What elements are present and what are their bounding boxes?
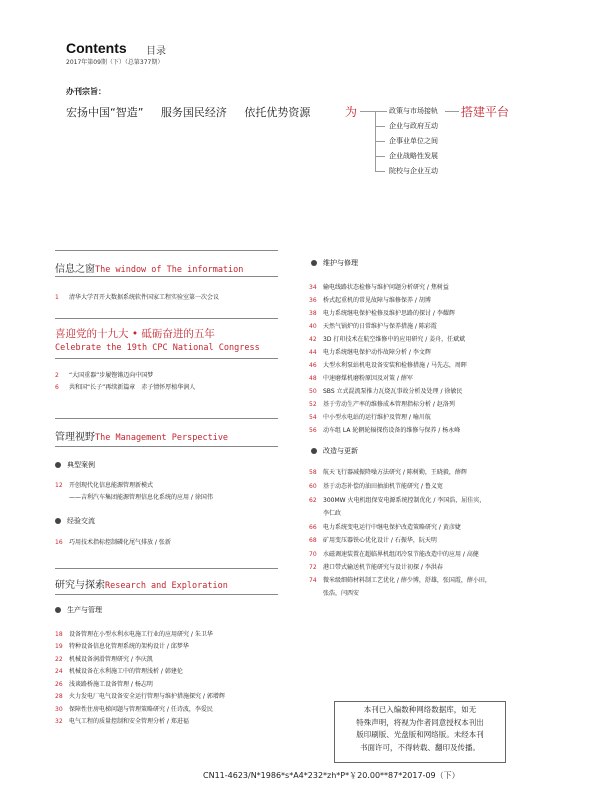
section-rule: [55, 358, 278, 359]
entry-title: 港口带式输送机节能研究与设计初探 / 李洪春: [323, 564, 443, 571]
entry-title: 输电线路状态检修与维护问题分析研究 / 焦树益: [323, 284, 449, 291]
toc-entry[interactable]: [309, 373, 413, 382]
toc-entry[interactable]: [309, 425, 460, 434]
entry-title: 大型水利泵站机电设备安装和检修措施 / 马先志，周晖: [323, 362, 467, 369]
subsection-heading: [55, 605, 102, 615]
goal-item: 企事业单位之间: [389, 137, 438, 145]
toc-entry[interactable]: [309, 347, 431, 356]
toc-entry[interactable]: [309, 467, 467, 476]
subsection-heading: [55, 516, 95, 526]
bracket-tick: [375, 171, 385, 172]
page-number: 24: [55, 668, 63, 675]
bracket-line: [360, 111, 387, 112]
toc-entry[interactable]: [309, 386, 462, 395]
page-number: 38: [309, 310, 317, 317]
toc-entry[interactable]: [55, 704, 213, 713]
entry-title: 火力发电厂电气设备安全运行管理与维护措施探究 / 郭增辉: [69, 693, 225, 700]
toc-entry[interactable]: [55, 654, 153, 663]
section-subtitle-congress: Celebrate the 19th CPC National Congress: [55, 343, 260, 353]
subsection-label: 维护与修理: [323, 259, 358, 267]
entry-title: 水磁调速装置在超临界机组闭冷泵节能改造中的应用 / 高健: [323, 551, 479, 558]
page-number: 34: [309, 284, 317, 291]
page-number: 66: [309, 524, 317, 531]
page-number: 40: [309, 323, 317, 330]
page-number: 70: [309, 551, 317, 558]
tenet-label: 办刊宗旨：: [66, 87, 106, 96]
page-number: 60: [309, 483, 317, 490]
tenet-highlight: 搭建平台: [461, 105, 510, 119]
toc-entry[interactable]: [55, 691, 225, 700]
toc-entry[interactable]: [309, 334, 465, 343]
toc-entry[interactable]: [55, 480, 153, 489]
section-title-congress: 喜迎党的十九大 • 砥砺奋进的五年: [55, 328, 215, 340]
subsection-label: 生产与管理: [67, 606, 102, 614]
page-number: 42: [309, 336, 317, 343]
toc-entry[interactable]: [55, 641, 189, 650]
notice-line: 特殊声明，将视为作者同意授权本刊出: [356, 717, 484, 727]
entry-title: 保障性住房电梯问题与管理策略研究 / 任诗波，李爱民: [69, 706, 213, 713]
page-number: 56: [309, 427, 317, 434]
entry-title: 设备管理在小型水利水电施工行业的应用研究 / 朱卫华: [69, 631, 213, 638]
section-rule: [55, 418, 278, 419]
section-rule: [55, 594, 278, 595]
toc-entry[interactable]: [309, 412, 431, 421]
page-number: 58: [309, 469, 317, 476]
page-number: 18: [55, 631, 63, 638]
page-number: 12: [55, 482, 63, 489]
toc-entry[interactable]: [309, 399, 455, 408]
toc-entry[interactable]: [309, 495, 485, 504]
entry-title: 中速磨煤机磨粉原因及对策 / 薛军: [323, 375, 413, 382]
tenet-phrase: 服务国民经济: [160, 106, 227, 119]
publication-code: CN11-4623/N*1986*s*A4*232*zh*P*￥20.00**87*2017-09（下）: [203, 771, 460, 780]
toc-entry[interactable]: [309, 549, 479, 558]
goal-item: 政策与市场接轨: [389, 107, 438, 115]
entry-title: 中小型水电站的运行维护及管理 / 喻川航: [323, 414, 431, 421]
bullet-dot-icon: [311, 260, 317, 266]
page-number: 44: [309, 349, 317, 356]
subsection-heading: [311, 258, 358, 268]
toc-entry[interactable]: [55, 370, 153, 379]
entry-title: 浅谈路桥施工设备管理 / 杨志明: [69, 681, 153, 688]
goal-item: 企业与政府互动: [389, 122, 438, 130]
contents-title: Contents: [66, 40, 127, 56]
toc-entry[interactable]: [309, 360, 467, 369]
page-number: 52: [309, 401, 317, 408]
toc-entry[interactable]: [309, 522, 461, 531]
section-title-research: [55, 576, 228, 591]
subsection-label: 典型案例: [67, 461, 95, 469]
page-number: 1: [55, 294, 59, 301]
toc-entry[interactable]: [55, 537, 171, 546]
bracket-tick: [375, 156, 385, 157]
page-number: 74: [309, 577, 317, 584]
section-rule: [55, 568, 278, 569]
tenet-wei: 为: [345, 105, 358, 119]
entry-title: SBS 立式混流泵推力瓦烧瓦事故分析及处理 / 徐敏民: [323, 388, 463, 395]
bullet-dot-icon: [55, 607, 61, 613]
section-title-info: [55, 260, 243, 275]
entry-title: 电气工程的质量控制和安全管理分析 / 郑进福: [69, 718, 189, 725]
issue-number: 2017年第09期（下）（总第377期）: [66, 59, 164, 66]
goal-item: 企业战略性发展: [389, 152, 438, 160]
entry-title: “大国重器”步履铿锵迈向中国梦: [69, 372, 154, 379]
subsection-heading: [55, 460, 95, 470]
page-number: 16: [55, 539, 63, 546]
bracket-tick: [375, 126, 385, 127]
section-title-cn: 研究与探索: [55, 580, 105, 591]
entry-title: 基于劳动生产率的维修成本管理指标分析 / 赵洛列: [323, 401, 455, 408]
page-number: 19: [55, 643, 63, 650]
page-number: 22: [55, 656, 63, 663]
section-title-en: The Management Perspective: [95, 433, 229, 443]
bracket-tick: [375, 141, 385, 142]
page-number: 46: [309, 362, 317, 369]
entry-title: 电力系统继电保护动作故障分析 / 李文辉: [323, 349, 431, 356]
tenet-phrases: [66, 104, 324, 120]
section-rule: [55, 276, 278, 277]
section-rule: [55, 446, 278, 447]
entry-title: 张浩，闫西安: [323, 590, 360, 597]
subsection-label: 改造与更新: [323, 447, 358, 455]
toc-entry-continued[interactable]: [309, 588, 359, 597]
bullet-dot-icon: [311, 448, 317, 454]
entry-title: 电力系统变电运行中继电保护改造策略研究 / 黄彦婕: [323, 524, 461, 531]
page-number: 28: [55, 693, 63, 700]
toc-entry[interactable]: [55, 382, 195, 391]
page-number: 54: [309, 414, 317, 421]
entry-title: 动车组 LA 轮辋轮辐探伤设备的维修与保养 / 杨永峰: [323, 427, 461, 434]
goal-item: 院校与企业互动: [389, 167, 438, 175]
page-number: 36: [309, 297, 317, 304]
entry-title: 微米级细筛材料制工艺优化 / 薛少博，舒雄，张国霞，薛小田，: [323, 577, 491, 584]
entry-title: 开创现代化信息能源管理新模式: [69, 482, 154, 489]
page-number: 68: [309, 537, 317, 544]
page-number: 26: [55, 681, 63, 688]
entry-title: ——吉利汽车集团能源管理信息化系统的应用 / 徐国伟: [69, 494, 213, 501]
toc-entry[interactable]: [309, 535, 437, 544]
entry-title: 基于动态补偿的油田抽油机节能研究 / 鲁义宽: [323, 483, 443, 490]
page-number: 72: [309, 564, 317, 571]
copyright-notice: [334, 701, 506, 763]
section-rule: [55, 318, 278, 319]
toc-entry[interactable]: [309, 295, 431, 304]
toc-entry[interactable]: [309, 321, 437, 330]
toc-entry[interactable]: [309, 562, 443, 571]
notice-line: 版印刷版、光盘版和网络版。未经本刊: [356, 730, 484, 739]
page-number: 50: [309, 388, 317, 395]
section-title-management: [55, 428, 228, 443]
toc-entry[interactable]: [55, 492, 213, 501]
section-rule: [55, 250, 278, 251]
entry-title: 天然气锅炉的日常维护与保养措施 / 陈彩霞: [323, 323, 437, 330]
toc-entry-continued[interactable]: [309, 508, 341, 517]
page-number: 2: [55, 372, 59, 379]
page-number: 30: [55, 706, 63, 713]
toc-entry[interactable]: [55, 716, 189, 725]
notice-line: 本刊已入编数种网络数据库，如无: [363, 705, 477, 714]
notice-line: 书面许可，不得转载、翻印及传播。: [360, 742, 480, 752]
entry-title: 清华大学召开大数据系统软件国家工程实验室第一次会议: [69, 294, 220, 301]
subsection-heading: [311, 446, 358, 456]
toc-entry[interactable]: [309, 282, 449, 291]
entry-title: 3D 打印技术在航空维修中的应用研究 / 姜舟，任斌斌: [323, 336, 466, 343]
entry-title: 巧用技术指标控制磷化尾气排放 / 张新: [69, 539, 171, 546]
section-title-en: Research and Exploration: [105, 581, 228, 591]
entry-title: 电力系统继电保护检修及维护思路的探讨 / 李耀辉: [323, 310, 455, 317]
toc-entry[interactable]: [309, 575, 491, 584]
entry-title: 300MW 火电机组保安电源系统控制优化 / 李国浩，屈佳宾，: [323, 497, 486, 504]
entry-title: 桥式起重机的常见故障与维修保养 / 胡博: [323, 297, 431, 304]
section-title-cn: 信息之窗: [55, 264, 95, 275]
entry-title: 航天飞行器减振降噪方法研究 / 陈树勤，王晓毅，薛辉: [323, 469, 467, 476]
toc-entry[interactable]: [55, 666, 183, 675]
entry-title: 机械设备润滑管理研究 / 李庆凯: [69, 656, 153, 663]
page-number: 48: [309, 375, 317, 382]
toc-entry[interactable]: [309, 308, 455, 317]
bracket-line: [445, 111, 459, 112]
entry-title: 特种设备信息化管理系统的架构设计 / 邱梦华: [69, 643, 189, 650]
tenet-phrase: 宏扬中国“智造”: [66, 106, 144, 119]
page-number: 32: [55, 718, 63, 725]
bullet-dot-icon: [55, 518, 61, 524]
section-title-en: The window of The information: [95, 265, 244, 275]
entry-title: 李仁政: [323, 510, 342, 517]
subsection-label: 经验交流: [67, 517, 95, 525]
section-title-cn: 管理视野: [55, 432, 95, 443]
tenet-phrase: 依托优势资源: [244, 106, 311, 119]
entry-title: 矿用变压器铁心优化设计 / 石振华，阮天明: [323, 537, 437, 544]
page-number: 62: [309, 497, 317, 504]
toc-entry[interactable]: [309, 481, 443, 490]
entry-title: 机械设备在水利施工中的管理浅析 / 韩建伦: [69, 668, 183, 675]
contents-title-cn: 目录: [146, 46, 166, 57]
toc-entry[interactable]: [55, 629, 213, 638]
bullet-dot-icon: [55, 462, 61, 468]
entry-title: 共和国“长子”再续新篇章 赤子情怀厚植华润人: [69, 384, 196, 391]
toc-entry[interactable]: [55, 292, 219, 301]
page-number: 6: [55, 384, 59, 391]
toc-entry[interactable]: [55, 679, 153, 688]
